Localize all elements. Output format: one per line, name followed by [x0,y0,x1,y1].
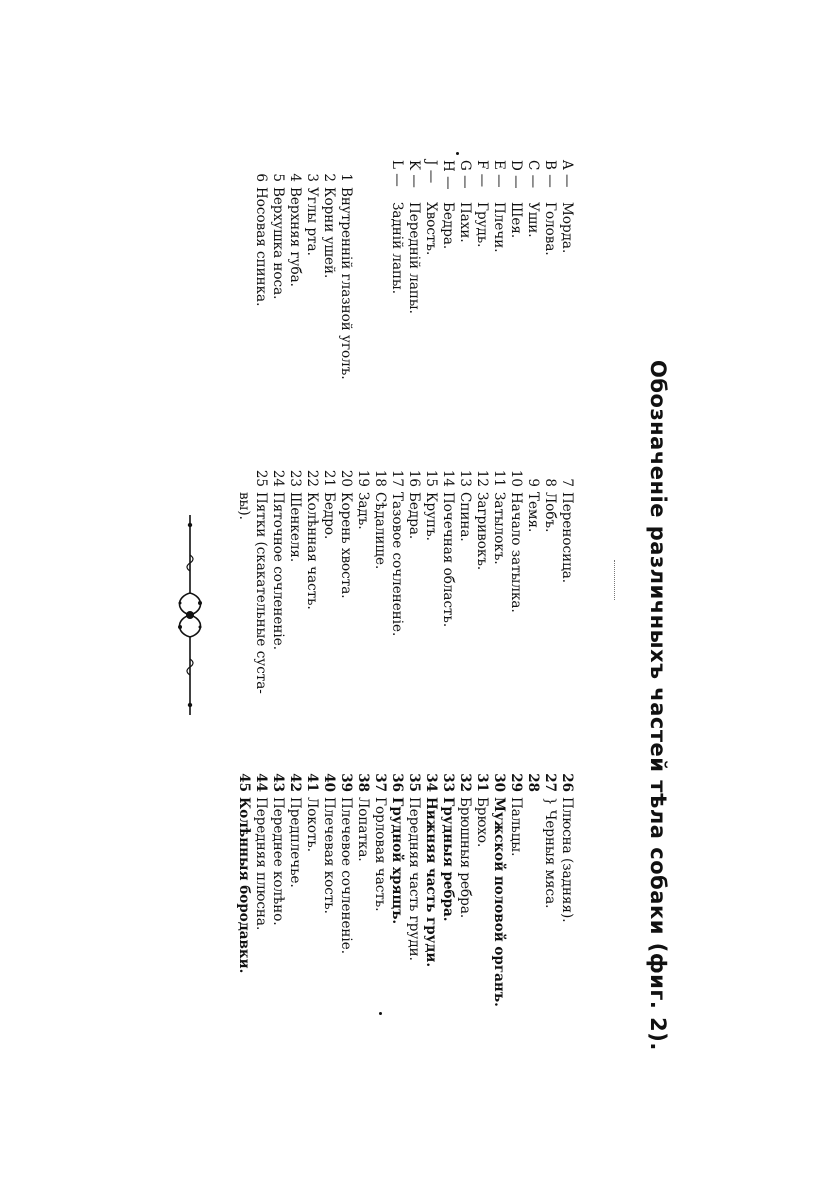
letter-row [558,160,575,380]
item-number: 14 [440,469,456,487]
list-item [558,465,575,694]
item-label: Грудной хрящъ. [389,797,405,925]
item-number: 44 [253,773,269,792]
item-number: 32 [457,773,473,792]
letter-label: Шея. [508,202,524,239]
item-number: 27 [542,773,558,792]
item-number: 21 [321,469,337,487]
list-item [303,465,320,694]
item-label: Нижняя часть груди. [423,797,439,968]
spacer [354,160,388,380]
letter-label: Хвостъ. [423,202,439,256]
list-item [303,160,320,380]
list-item [286,770,303,1007]
letter-key: L — [389,160,405,187]
item-number: 1 [338,173,354,182]
item-label: Горловая часть. [372,797,388,912]
letter-row [490,160,507,380]
column-3 [235,770,575,1007]
letter-row [405,160,422,380]
item-number: 35 [406,773,422,792]
item-label: Переднее колѣно. [270,797,286,926]
list-item [371,770,388,1007]
letter-key: H — [440,160,456,190]
item-label: Носовая спинка. [253,187,269,307]
item-label: Шенкеля. [287,492,303,563]
scroll-ornament-icon [170,515,210,715]
letter-label: Плечи. [491,202,507,253]
letter-key: E — [491,160,507,188]
item-number: 18 [372,469,388,487]
list-item [541,465,558,694]
list-item [422,770,439,1007]
letter-key: D — [508,160,524,189]
list-item [337,465,354,694]
item-number: 13 [457,469,473,487]
item-number: 12 [474,469,490,487]
list-item [524,770,541,1007]
item-number: 4 [287,173,303,182]
stray-dot [379,1012,382,1015]
list-item [235,465,252,694]
item-label: Плечевое сочлененіе. [338,797,354,955]
letter-label: Бедра. [440,202,456,250]
letter-label: Передній лапы. [406,202,422,314]
list-item [286,465,303,694]
list-item [354,465,371,694]
item-number: 45 [236,773,252,792]
item-number: 34 [423,773,439,792]
letter-row [439,160,456,380]
item-number: 22 [304,469,320,487]
item-label: Плюсна (задняя). [559,797,575,923]
letter-key: F — [474,160,490,188]
list-item [456,465,473,694]
item-label: } Черныя мяса. [542,797,558,909]
list-item [269,465,286,694]
item-label: Спина. [457,492,473,542]
list-item [337,770,354,1007]
item-label: Предплечье. [287,797,303,888]
letter-key: C — [525,160,541,189]
item-label: Бедро. [321,492,337,540]
item-label: Пятки (скакательные суста- [253,492,269,694]
list-item [252,160,269,380]
letter-row [456,160,473,380]
item-label: Верхняя губа. [287,187,303,287]
item-label: Брюхо. [474,797,490,848]
rotated-page [130,160,670,1160]
item-number: 43 [270,773,286,792]
list-item [541,770,558,1007]
item-number: 37 [372,773,388,792]
item-number: 3 [304,173,320,182]
list-item [388,770,405,1007]
item-number: 24 [270,469,286,487]
list-item [320,465,337,694]
item-label: Лобъ. [542,492,558,533]
item-label: Колѣнныя бородавки. [236,797,252,974]
list-item [269,160,286,380]
letter-key: G — [457,160,473,189]
item-number: 19 [355,469,371,487]
item-number: 25 [253,469,269,487]
list-item [371,465,388,694]
dotted-mark [614,560,615,600]
item-number: 17 [389,469,405,487]
list-item [354,770,371,1007]
column-1 [252,160,575,380]
item-number: 20 [338,469,354,487]
list-item [337,160,354,380]
item-number: 11 [491,469,507,487]
letter-key: J — [423,160,439,184]
list-item [405,770,422,1007]
letter-key: A — [559,160,575,188]
letter-row [541,160,558,380]
item-number: 6 [253,173,269,182]
item-number: 31 [474,773,490,792]
item-number: 42 [287,773,303,792]
item-label: Корни ушей. [321,187,337,279]
list-item [507,770,524,1007]
item-number: 23 [287,469,303,487]
list-item [405,465,422,694]
list-item [473,465,490,694]
item-label: Брюшныя ребра. [457,797,473,919]
item-label: Пяточное сочлененіе. [270,492,286,650]
list-item [439,465,456,694]
page-title: Обозначеніе различныхъ частей тѣла собаки (фиг. 2). [646,360,670,1051]
item-label: Задъ. [355,492,371,530]
letter-label: Пахи. [457,202,473,243]
item-number: 15 [423,469,439,487]
item-number: 26 [559,773,575,792]
list-item [490,465,507,694]
item-number: 9 [525,478,541,487]
item-label: Колѣнная часть. [304,492,320,610]
item-label: Верхушка носа. [270,187,286,300]
item-number: 28 [525,773,541,792]
item-number: 2 [321,173,337,182]
item-label: Углы рта. [304,187,320,256]
list-item [439,770,456,1007]
letter-row [473,160,490,380]
letter-label: Грудь. [474,202,490,248]
letter-label: Уши. [525,202,541,238]
item-label: Затылокъ. [491,492,507,565]
item-number: 30 [491,773,507,792]
list-item [473,770,490,1007]
item-number: 8 [542,478,558,487]
item-label: Пальцы. [508,797,524,857]
item-label: Начало затылка. [508,492,524,613]
item-number: 36 [389,773,405,792]
item-number: 10 [508,469,524,487]
item-label: Переносица. [559,492,575,584]
list-item [252,770,269,1007]
item-label: Бедра. [406,492,422,540]
letter-label: Задній лапы. [389,202,405,295]
item-label: Загривокъ. [474,492,490,571]
list-item [558,770,575,1007]
letter-key: B — [542,160,558,188]
item-number: 16 [406,469,422,487]
letter-row [524,160,541,380]
list-item [320,160,337,380]
letter-row [422,160,439,380]
item-label: Сѣдалище. [372,492,388,570]
list-item [388,465,405,694]
column-2 [235,465,575,694]
item-label: Передняя часть груди. [406,797,422,961]
list-item [456,770,473,1007]
item-number: 5 [270,173,286,182]
item-label: Темя. [525,492,541,533]
item-label: Мужской половой органъ. [491,797,507,1007]
item-label: Почечная область. [440,492,456,628]
item-number: 7 [559,478,575,487]
list-item [252,465,269,694]
item-number: 41 [304,773,320,792]
item-number: 39 [338,773,354,792]
item-label: вы). [236,492,252,520]
item-number: 38 [355,773,371,792]
list-item [524,465,541,694]
item-number: 33 [440,773,456,792]
list-item [303,770,320,1007]
item-label: Корень хвоста. [338,492,354,599]
letter-row [388,160,405,380]
letter-key: K — [406,160,422,188]
list-item [422,465,439,694]
list-item [286,160,303,380]
item-label: Передняя плюсна. [253,797,269,931]
item-label: Грудныя ребра. [440,797,456,922]
list-item [507,465,524,694]
list-item [235,770,252,1007]
letter-label: Голова. [542,202,558,256]
item-label: Лопатка. [355,797,371,862]
list-item [490,770,507,1007]
stray-dot [456,152,459,155]
item-number: 29 [508,773,524,792]
item-label: Тазовое сочлененіе. [389,492,405,637]
item-label: Крупъ. [423,492,439,541]
letter-label: Морда. [559,202,575,254]
item-label: Плечевая кость. [321,797,337,914]
item-label: Внутренній глазной уголъ. [338,187,354,380]
item-number: 40 [321,773,337,792]
list-item [269,770,286,1007]
item-label: Локоть. [304,797,320,853]
letter-row [507,160,524,380]
list-item [320,770,337,1007]
